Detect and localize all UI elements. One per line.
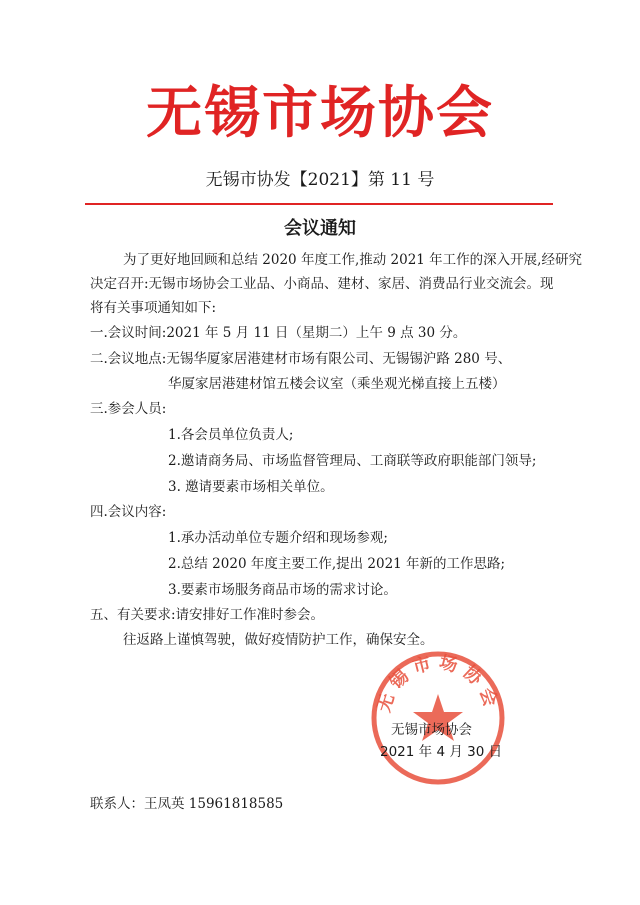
attendees-heading: 三.参会人员:	[90, 401, 167, 417]
meeting-time: 一.会议时间:2021 年 5 月 11 日（星期二）上午 9 点 30 分。	[90, 325, 467, 341]
agenda-item: 1.承办活动单位专题介绍和现场参观;	[168, 530, 388, 546]
contact-info: 联系人：王凤英 15961818585	[90, 796, 284, 812]
intro-line-3: 将有关事项通知如下:	[90, 300, 217, 316]
official-seal	[368, 648, 508, 788]
attendee-item: 1.各会员单位负责人;	[168, 427, 294, 443]
notice-title: 会议通知	[284, 218, 356, 239]
signature-date: 2021 年 4 月 30 日	[380, 744, 503, 760]
meeting-venue-line-2: 华厦家居港建材馆五楼会议室（乘坐观光梯直接上五楼）	[168, 376, 506, 392]
attendee-item: 2.邀请商务局、市场监督管理局、工商联等政府职能部门领导;	[168, 453, 537, 469]
intro-line-1: 为了更好地回顾和总结 2020 年度工作,推动 2021 年工作的深入开展,经研究	[123, 252, 582, 268]
seal-text: 无锡市场协会	[373, 651, 503, 715]
document-number: 无锡市协发【2021】第 11 号	[205, 170, 435, 190]
agenda-heading: 四.会议内容:	[90, 504, 167, 520]
red-divider-line	[85, 203, 553, 205]
signature-organization: 无锡市场协会	[391, 722, 472, 738]
agenda-item: 3.要素市场服务商品市场的需求讨论。	[168, 582, 397, 598]
org-header-title: 无锡市场协会	[146, 80, 494, 146]
meeting-venue-line-1: 二.会议地点:无锡华厦家居港建材市场有限公司、无锡锡沪路 280 号、	[90, 351, 512, 367]
intro-line-2: 决定召开:无锡市场协会工业品、小商品、建材、家居、消费品行业交流会。现	[90, 276, 554, 292]
agenda-item: 2.总结 2020 年度主要工作,提出 2021 年新的工作思路;	[168, 556, 506, 572]
closing-remark: 往返路上谨慎驾驶，做好疫情防护工作，确保安全。	[123, 632, 434, 648]
requirements: 五、有关要求:请安排好工作准时参会。	[90, 607, 325, 623]
attendee-item: 3. 邀请要素市场相关单位。	[168, 479, 334, 495]
